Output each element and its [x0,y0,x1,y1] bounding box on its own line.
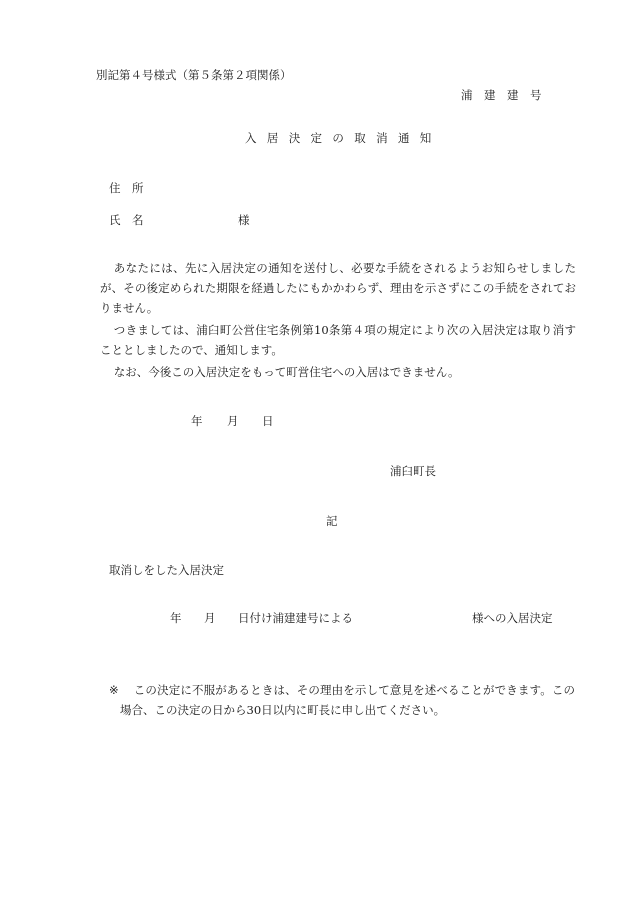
date-month: 月 [227,414,239,428]
name-label: 氏 名 [109,213,144,227]
body-paragraph-3: なお、今後この入居決定をもって町営住宅への入居はできません。 [113,365,460,379]
cancelled-year: 年 [170,611,182,625]
address-label: 住 所 [109,181,144,195]
body-paragraph-1: あなたには、先に入居決定の通知を送付し、必要な手続をされるようお知らせしましたが、その後定められた期限を経過したにもかかわらず、理由を示さずにこの手続をされておりません。 [100,261,576,315]
cancelled-reference: 日付け浦建建号による [238,611,353,625]
document-number: 浦 建 建 号 [461,88,542,102]
note-mark: ※ [109,683,119,697]
name-honorific: 様 [238,213,250,227]
cancelled-month: 月 [204,611,216,625]
form-label: 別記第４号様式（第５条第２項関係） [96,68,292,82]
issuer: 浦臼町長 [390,464,436,478]
page-title: 入居決定の取消通知 [245,131,442,145]
date-day: 日 [262,414,274,428]
body-paragraph-2: つきましては、浦臼町公営住宅条例第10条第４項の規定により次の入居決定は取り消すこととしましたので、通知します。 [100,323,576,357]
ki-heading: 記 [326,514,338,528]
date-year: 年 [191,414,203,428]
note-text: この決定に不服があるときは、その理由を示して意見を述べることができます。この場合、この決定の日から30日以内に町長に申し出てください。 [120,683,575,717]
cancelled-label: 取消しをした入居決定 [109,563,224,577]
cancelled-tail: 様への入居決定 [472,611,553,625]
